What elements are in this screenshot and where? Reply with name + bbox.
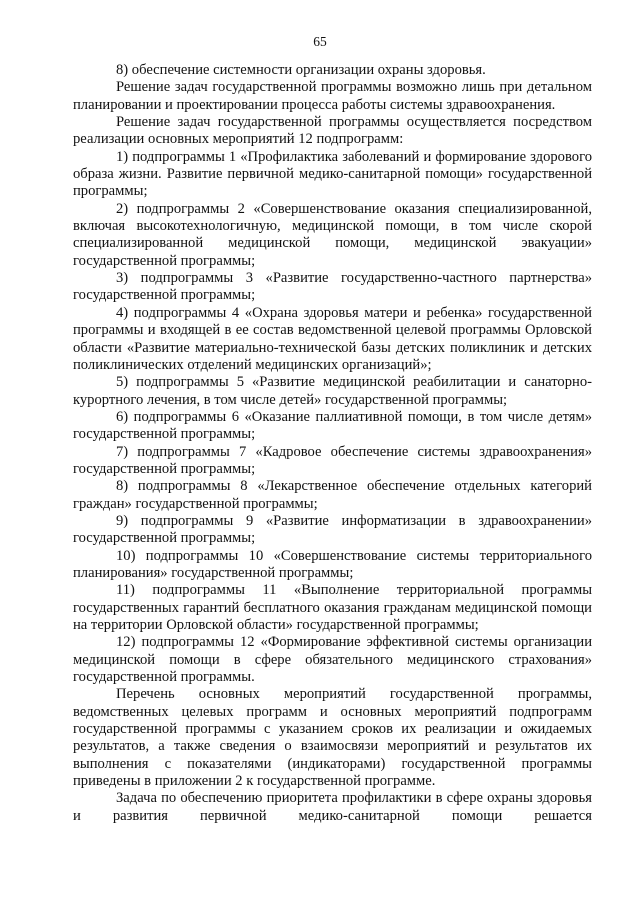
list-item: 8) подпрограммы 8 «Лекарственное обеспечение отдельных категорий граждан» государственной программы; xyxy=(73,478,592,512)
page-number: 65 xyxy=(313,34,327,49)
list-item: 5) подпрограммы 5 «Развитие медицинской реабилитации и санаторно-курортного лечения, в том числе детей» государственной программы; xyxy=(73,374,592,408)
paragraph: Решение задач государственной программы осуществляется посредством реализации основных мероприятий 12 подпрограмм: xyxy=(73,114,592,148)
list-item: 2) подпрограммы 2 «Совершенствование оказания специализированной, включая высокотехнологичную, медицинской помощи, в том числе скорой специализированной медицинской помощи, медицинской эвакуации» государственной программы; xyxy=(73,200,592,269)
list-item: 6) подпрограммы 6 «Оказание паллиативной помощи, в том числе детям» государственной программы; xyxy=(73,408,592,443)
list-item: 3) подпрограммы 3 «Развитие государственно-частного партнерства» государственной программы; xyxy=(73,270,592,304)
paragraph: Перечень основных мероприятий государственной программы, ведомственных целевых программ и основных мероприятий подпрограмм государственной программы с указанием сроков их реализации и ожидаемых результатов, а также сведения о взаимосвязи мероприятий и результатов их выполнения с показателями (индикаторами) государственной программы приведены в приложении 2 к государственной программе. xyxy=(73,686,592,790)
list-item: 11) подпрограммы 11 «Выполнение территориальной программы государственных гарантий бесплатного оказания гражданам медицинской помощи на территории Орловской области» государственной программы; xyxy=(73,582,592,633)
paragraph: Решение задач государственной программы возможно лишь при детальном планировании и проектировании процесса работы системы здравоохранения. xyxy=(73,79,592,113)
list-item: 10) подпрограммы 10 «Совершенствование системы территориального планирования» государственной программы; xyxy=(73,547,592,581)
list-item: 7) подпрограммы 7 «Кадровое обеспечение системы здравоохранения» государственной программы; xyxy=(73,443,592,477)
paragraph: Задача по обеспечению приоритета профилактики в сфере охраны здоровья и развития первичной медико-санитарной помощи решается xyxy=(73,790,592,824)
list-item: 12) подпрограммы 12 «Формирование эффективной системы организации медицинской помощи в сфере обязательного медицинского страхования» государственной программы. xyxy=(73,634,592,686)
paragraph: 8) обеспечение системности организации охраны здоровья. xyxy=(116,62,486,78)
document-body xyxy=(73,62,592,825)
list-item: 1) подпрограммы 1 «Профилактика заболеваний и формирование здорового образа жизни. Развитие первичной медико-санитарной помощи» государственной программы; xyxy=(73,148,592,200)
list-item: 9) подпрограммы 9 «Развитие информатизации в здравоохранении» государственной программы; xyxy=(73,512,592,547)
list-item: 4) подпрограммы 4 «Охрана здоровья матери и ребенка» государственной программы и входящей в ее состав ведомственной целевой программы Орловской области «Развитие материально-технической базы детских поликлиник и детских поликлинических отделений медицинских организаций»; xyxy=(73,304,592,373)
